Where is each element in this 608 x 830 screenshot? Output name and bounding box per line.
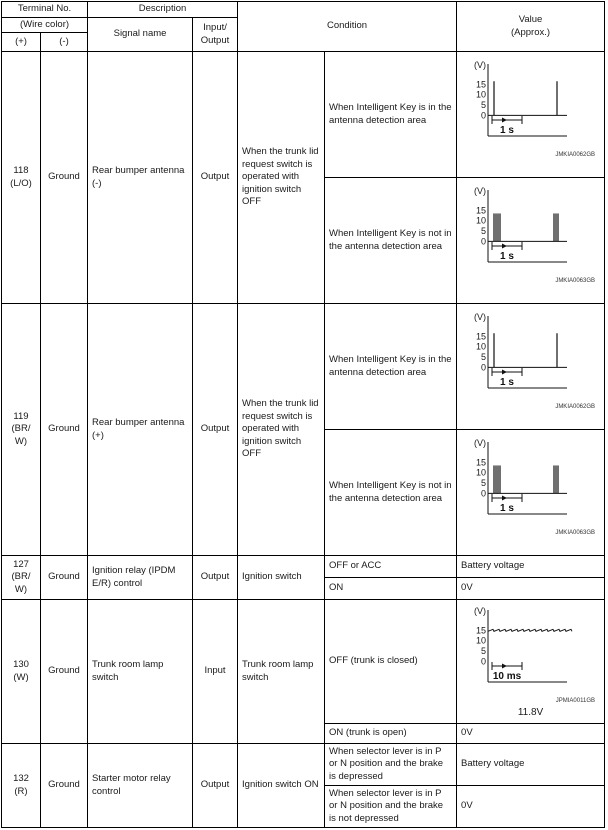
axis-tick-label: 10 — [476, 215, 487, 226]
figure-code-label: JPMIA0011GB — [555, 697, 596, 704]
sub-condition-cell: When Intelligent Key is not in the antenna detection area — [325, 178, 457, 304]
axis-tick-label: (V) — [474, 605, 487, 616]
axis-tick-label: 10 — [476, 635, 487, 646]
waveform-cell — [457, 304, 605, 430]
signal-name-cell: Ignition relay (IPDM E/R) control — [88, 556, 193, 600]
ground-cell: Ground — [41, 556, 88, 600]
axis-tick-label: (V) — [474, 59, 487, 70]
terminal-spec-table — [1, 1, 605, 828]
axis-tick-label: 0 — [481, 487, 487, 498]
condition-cell: Trunk room lamp switch — [238, 600, 325, 744]
sub-condition-cell: When Intelligent Key is in the antenna detection area — [325, 52, 457, 178]
ground-cell: Ground — [41, 600, 88, 744]
value-cell: 0V — [457, 578, 605, 600]
signal-name-cell: Trunk room lamp switch — [88, 600, 193, 744]
sub-condition-cell: ON — [325, 578, 457, 600]
value-cell: Battery voltage — [457, 556, 605, 578]
condition-cell: When the trunk lid request switch is operated with ignition switch OFF — [238, 52, 325, 304]
waveform-graph — [461, 60, 601, 170]
axis-tick-label: 0 — [481, 361, 487, 372]
axis-tick-label: 5 — [481, 645, 487, 656]
waveform-cell — [457, 430, 605, 556]
time-marker-arrow — [502, 369, 507, 374]
axis-tick-label: (V) — [474, 311, 487, 322]
figure-code-label: JMKIA0063GB — [555, 277, 596, 284]
time-division-label: 1 s — [500, 124, 514, 136]
header-signal-name: Signal name — [88, 18, 193, 52]
sub-condition-cell: ON (trunk is open) — [325, 724, 457, 744]
header-value-approx: (Approx.) — [510, 26, 551, 38]
waveform-cell — [457, 178, 605, 304]
header-description: Description — [88, 2, 238, 18]
axis-tick-label: 15 — [476, 78, 487, 89]
axis-tick-label: 5 — [481, 351, 487, 362]
axis-tick-label: 5 — [481, 225, 487, 236]
header-condition: Condition — [238, 2, 457, 52]
figure-code-label: JMKIA0062GB — [555, 403, 596, 410]
sub-condition-cell: When Intelligent Key is in the antenna detection area — [325, 304, 457, 430]
sub-condition-cell: OFF (trunk is closed) — [325, 600, 457, 724]
terminal-cell: 127 (BR/ W) — [2, 556, 41, 600]
waveform-cell — [457, 600, 605, 724]
io-cell: Output — [193, 52, 238, 304]
waveform-graph — [461, 606, 601, 708]
axis-tick-label: 5 — [481, 477, 487, 488]
terminal-cell: 119 (BR/ W) — [2, 304, 41, 556]
sub-condition-cell: When selector lever is in P or N position and the brake is depressed — [325, 744, 457, 786]
axis-tick-label: (V) — [474, 437, 487, 448]
axis-tick-label: 10 — [476, 467, 487, 478]
time-marker-arrow — [502, 663, 507, 668]
axis-tick-label: 15 — [476, 624, 487, 635]
header-wire-color: (Wire color) — [2, 18, 88, 33]
header-terminal-no: Terminal No. — [2, 2, 88, 18]
time-division-label: 10 ms — [492, 670, 522, 682]
value-cell: 0V — [457, 786, 605, 828]
waveform-graph — [461, 438, 601, 548]
terminal-cell: 118 (L/O) — [2, 52, 41, 304]
header-value — [457, 2, 605, 52]
value-cell: 0V — [457, 724, 605, 744]
axis-tick-label: 0 — [481, 235, 487, 246]
header-value-label: Value — [518, 14, 543, 25]
time-marker-arrow — [502, 495, 507, 500]
waveform-value-label: 11.8V — [517, 706, 544, 718]
io-cell: Input — [193, 600, 238, 744]
time-division-label: 1 s — [500, 376, 514, 388]
signal-trace — [488, 629, 572, 631]
condition-cell: When the trunk lid request switch is operated with ignition switch OFF — [238, 304, 325, 556]
axis-tick-label: 10 — [476, 89, 487, 100]
ground-cell: Ground — [41, 52, 88, 304]
axis-tick-label: 10 — [476, 341, 487, 352]
axis-tick-label: 0 — [481, 109, 487, 120]
terminal-cell: 132 (R) — [2, 744, 41, 828]
time-marker-arrow — [502, 117, 507, 122]
axis-tick-label: 15 — [476, 204, 487, 215]
condition-cell: Ignition switch ON — [238, 744, 325, 828]
header-plus: (+) — [2, 33, 41, 52]
signal-name-cell: Starter motor relay control — [88, 744, 193, 828]
ground-cell: Ground — [41, 744, 88, 828]
waveform-graph — [461, 312, 601, 422]
value-cell: Battery voltage — [457, 744, 605, 786]
time-division-label: 1 s — [500, 502, 514, 514]
axis-tick-label: 0 — [481, 655, 487, 666]
axis-tick-label: (V) — [474, 185, 487, 196]
ground-cell: Ground — [41, 304, 88, 556]
header-input-output: Input/ Output — [193, 18, 238, 52]
header-minus: (-) — [41, 33, 88, 52]
sub-condition-cell: When selector lever is in P or N position and the brake is not depressed — [325, 786, 457, 828]
time-division-label: 1 s — [500, 250, 514, 262]
condition-cell: Ignition switch — [238, 556, 325, 600]
figure-code-label: JMKIA0063GB — [555, 529, 596, 536]
terminal-cell: 130 (W) — [2, 600, 41, 744]
io-cell: Output — [193, 304, 238, 556]
time-marker-arrow — [502, 243, 507, 248]
axis-tick-label: 15 — [476, 330, 487, 341]
axis-tick-label: 5 — [481, 99, 487, 110]
figure-code-label: JMKIA0062GB — [555, 151, 596, 158]
io-cell: Output — [193, 556, 238, 600]
sub-condition-cell: OFF or ACC — [325, 556, 457, 578]
signal-name-cell: Rear bumper antenna (-) — [88, 52, 193, 304]
axis-tick-label: 15 — [476, 456, 487, 467]
waveform-cell — [457, 52, 605, 178]
io-cell: Output — [193, 744, 238, 828]
sub-condition-cell: When Intelligent Key is not in the antenna detection area — [325, 430, 457, 556]
waveform-graph — [461, 186, 601, 296]
signal-name-cell: Rear bumper antenna (+) — [88, 304, 193, 556]
